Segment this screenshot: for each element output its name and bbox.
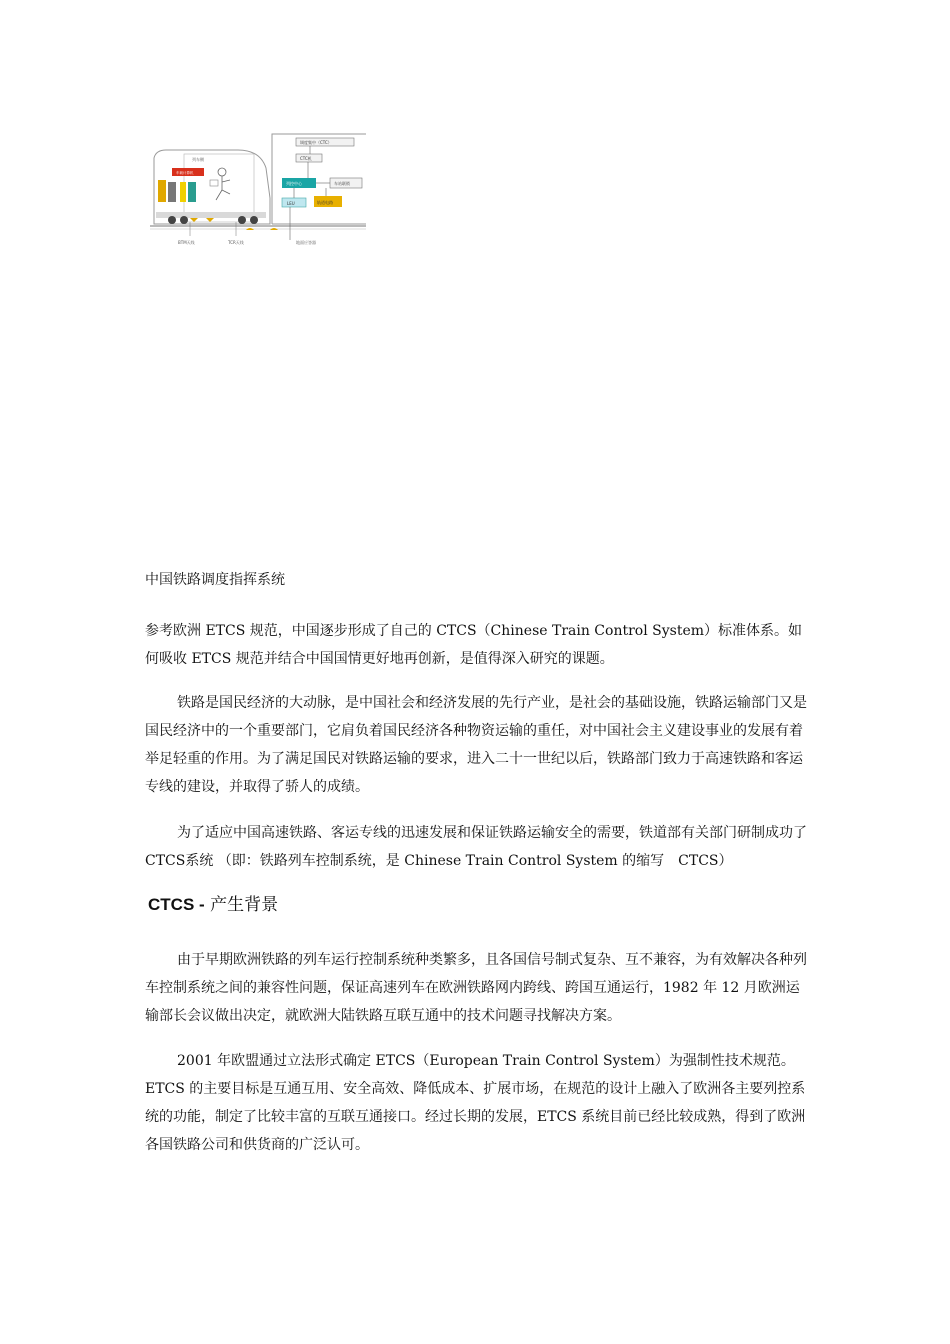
- heading-text: 产生背景: [204, 895, 279, 915]
- paragraph-etcs-2001: 2001 年欧盟通过立法形式确定 ETCS（European Train Control System）为强制性技术规范。ETCS 的主要目标是互通互用、安全高效、降低成本、扩展市场，在规范的设计上融入了欧洲各主要列控系统的功能，制定了比较丰富的互联互通接口。经过长期的发展，ETCS 系统目前已经比较成熟，得到了欧洲各国铁路公司和供货商的广泛认可。: [145, 1053, 806, 1153]
- ctc-label: 调度集中（CTC）: [300, 140, 332, 145]
- interlock-label: 车站联锁: [334, 181, 350, 186]
- track-circuit-label: 轨道电路: [317, 200, 333, 205]
- paragraph-europe-background: 由于早期欧洲铁路的列车运行控制系统种类繁多，且各国信号制式复杂、互不兼容，为有效解决各种列车控制系统之间的兼容性问题，保证高速列车在欧洲铁路网内跨线、跨国互通运行，1982 年 12 月欧洲运输部长会议做出决定，就欧洲大陆铁路互联互通中的技术问题寻找解决方案。: [145, 952, 807, 1024]
- center-label: 列控中心: [286, 181, 302, 186]
- balise-label: 地面应答器: [296, 240, 316, 245]
- train-control-diagram: [150, 128, 366, 252]
- paragraph-railway-importance: 铁路是国民经济的大动脉，是中国社会和经济发展的先行产业，是社会的基础设施，铁路运输部门又是国民经济中的一个重要部门，它肩负着国民经济各种物资运输的重任，对中国社会主义建设事业的发展有着举足轻重的作用。为了满足国民对铁路运输的要求，进入二十一世纪以后，铁路部门致力于高速铁路和客运专线的建设，并取得了骄人的成绩。: [145, 695, 807, 795]
- onboard-label: 车载计算机: [176, 171, 194, 175]
- section-heading: [148, 893, 278, 917]
- heading-bold: CTCS -: [148, 895, 205, 914]
- btm-label: BTM天线: [178, 240, 195, 245]
- paragraph-ctcs-development: 为了适应中国高速铁路、客运专线的迅速发展和保证铁路运输安全的需要，铁道部有关部门研制成功了 CTCS系统 （即：铁路列车控制系统，是 Chinese Train Control System 的缩写 CTCS）: [145, 825, 821, 869]
- tcr-label: TCR天线: [228, 240, 244, 245]
- train-label: 列车侧: [192, 157, 204, 162]
- ctc-unit-label: CTC机: [300, 156, 312, 161]
- paragraph-etcs-reference: 参考欧洲 ETCS 规范，中国逐步形成了自己的 CTCS（Chinese Train Control System）标准体系。如何吸收 ETCS 规范并结合中国国情更好地再创新，是值得深入研究的课题。: [145, 623, 803, 667]
- figure-caption: 中国铁路调度指挥系统: [145, 572, 285, 588]
- leu-label: LEU: [287, 201, 295, 206]
